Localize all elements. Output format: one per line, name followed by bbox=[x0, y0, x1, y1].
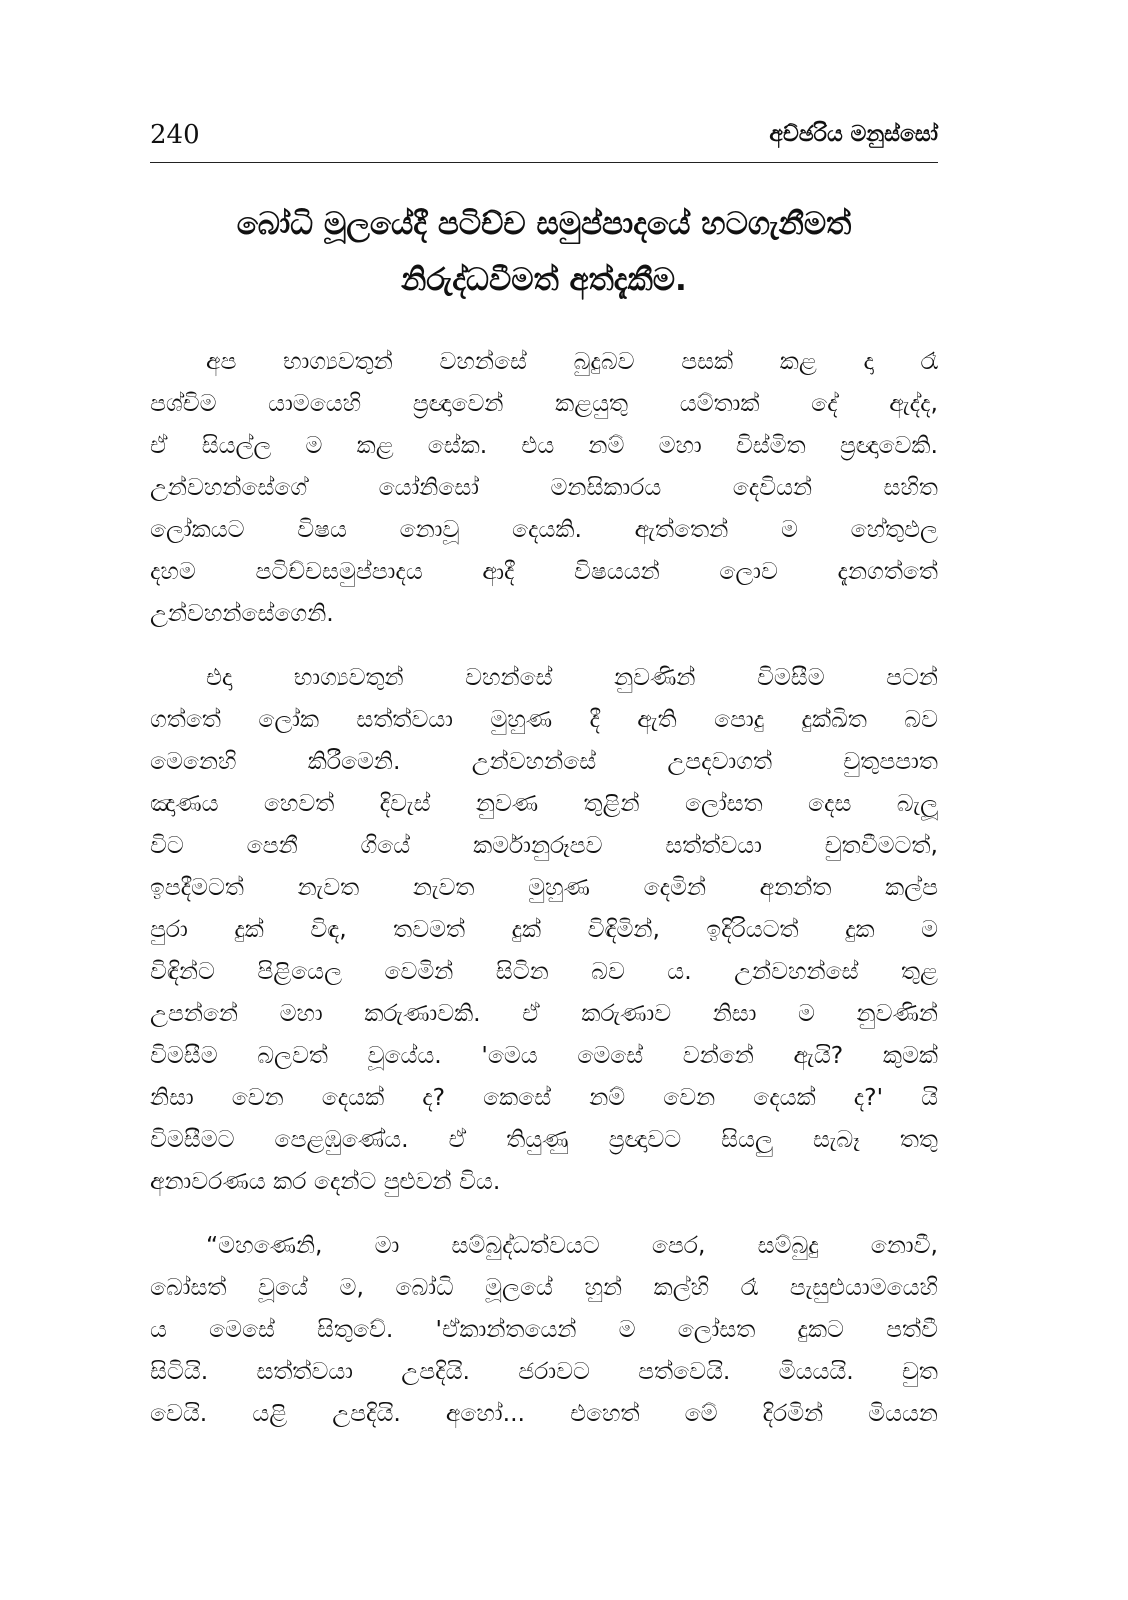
paragraph-line: විට පෙනී ගියේ කර්මානුරූපව සත්ත්වයා චුතවීමටත්, bbox=[150, 831, 938, 859]
paragraph-line: උන්වහන්සේගේ යෝනිසෝ මනසිකාරය දෙවියන් සහිත bbox=[150, 473, 938, 501]
chapter-title-line: නිරුද්ධවීමත් අත්දැකීම. bbox=[401, 262, 687, 298]
paragraph-line: අප භාග්‍යවතුන් වහන්සේ බුදුබව පසක් කළ දා රෑ bbox=[206, 347, 938, 375]
running-title: අච්ඡරිය මනුස්සෝ bbox=[769, 122, 938, 147]
paragraph-line: උන්වහන්සේගෙනි. bbox=[150, 599, 334, 627]
paragraph-line: මෙනෙහි කිරීමෙනි. උන්වහන්සේ උපදවාගත් චුතුපපාත bbox=[150, 747, 938, 775]
running-header bbox=[150, 112, 938, 163]
paragraph-line: ය මෙසේ සිතුවේ. 'ඒකාන්තයෙන් ම ලෝසත දුකට පත්වී bbox=[150, 1315, 938, 1343]
paragraph-line: එදා භාග්‍යවතුන් වහන්සේ නුවණින් විමසීම පටන් bbox=[206, 663, 938, 691]
paragraph-line: විඳින්ට පිළියෙල වෙමින් සිටින බව ය. උන්වහන්සේ තුළ bbox=[150, 957, 938, 985]
paragraph-line: පශ්චිම යාමයෙහි ප්‍රඥාවෙන් කළයුතු යම්තාක් දේ ඇද්ද, bbox=[150, 389, 938, 417]
paragraph-line: වෙයි. යළි උපදියි. අහෝ... එහෙත් මේ දිරමින් මියයන bbox=[150, 1399, 938, 1427]
paragraph-line: නිසා වෙන දෙයක් ද? කෙසේ නම් වෙන දෙයක් ද?' යි bbox=[150, 1083, 938, 1111]
paragraph bbox=[150, 656, 938, 1202]
paragraph-line: බෝසත් වූයේ ම, බෝධි මූලයේ හුන් කල්හි රෑ පැසුළුයාමයෙහි bbox=[150, 1273, 938, 1301]
paragraph bbox=[150, 340, 938, 634]
paragraph-line: ඒ සියල්ල ම කළ සේක. එය නම් මහා විස්මිත ප්‍රඥාවෙකි. bbox=[150, 431, 938, 459]
paragraph-line: විමසීම බලවත් වූයේය. 'මෙය මෙසේ වන්නේ ඇයි? කුමක් bbox=[150, 1041, 938, 1069]
paragraph-line: උපන්නේ මහා කරුණාවකි. ඒ කරුණාව නිසා ම නුවණින් bbox=[150, 999, 938, 1027]
paragraph-line: විමසීමට පෙළඹුණේය. ඒ තියුණු ප්‍රඥාවට සියලු සැබෑ තතු bbox=[150, 1125, 938, 1153]
paragraph-line: සිටියි. සත්ත්වයා උපදියි. ජරාවට පත්වෙයි. මියයයි. චුත bbox=[150, 1357, 938, 1385]
paragraph bbox=[150, 1224, 938, 1434]
body-text bbox=[150, 340, 938, 1456]
chapter-title bbox=[150, 196, 938, 308]
paragraph-line: ගත්තේ ලෝක සත්ත්වයා මුහුණ දී ඇති පොදු දුක්ඛිත බව bbox=[150, 705, 938, 733]
paragraph-line: දහම පටිච්චසමුප්පාදය ආදී විෂයයන් ලොව දැනගත්තේ bbox=[150, 557, 938, 585]
chapter-title-line: බෝධි මූලයේදී පටිච්ච සමුප්පාදයේ හටගැනීමත් bbox=[236, 206, 852, 242]
paragraph-line: “මහණෙනි, මා සම්බුද්ධත්වයට පෙර, සම්බුදු නොවී, bbox=[206, 1231, 938, 1259]
paragraph-line: ඤාණය හෙවත් දිවැස් නුවණ තුළින් ලෝසත දෙස බැලූ bbox=[150, 789, 938, 817]
page-number: 240 bbox=[150, 120, 200, 150]
paragraph-line: ඉපදීමටත් නැවත නැවත මුහුණ දෙමින් අනන්ත කල්ප bbox=[150, 873, 938, 901]
paragraph-line: අනාවරණය කර දෙන්ට පුළුවන් විය. bbox=[150, 1167, 501, 1195]
paragraph-line: පුරා දුක් විඳ, තවමත් දුක් විඳිමින්, ඉදිරියටත් දුක ම bbox=[150, 915, 938, 943]
paragraph-line: ලෝකයට විෂය නොවූ දෙයකි. ඇත්තෙන් ම හේතුඵල bbox=[150, 515, 938, 543]
